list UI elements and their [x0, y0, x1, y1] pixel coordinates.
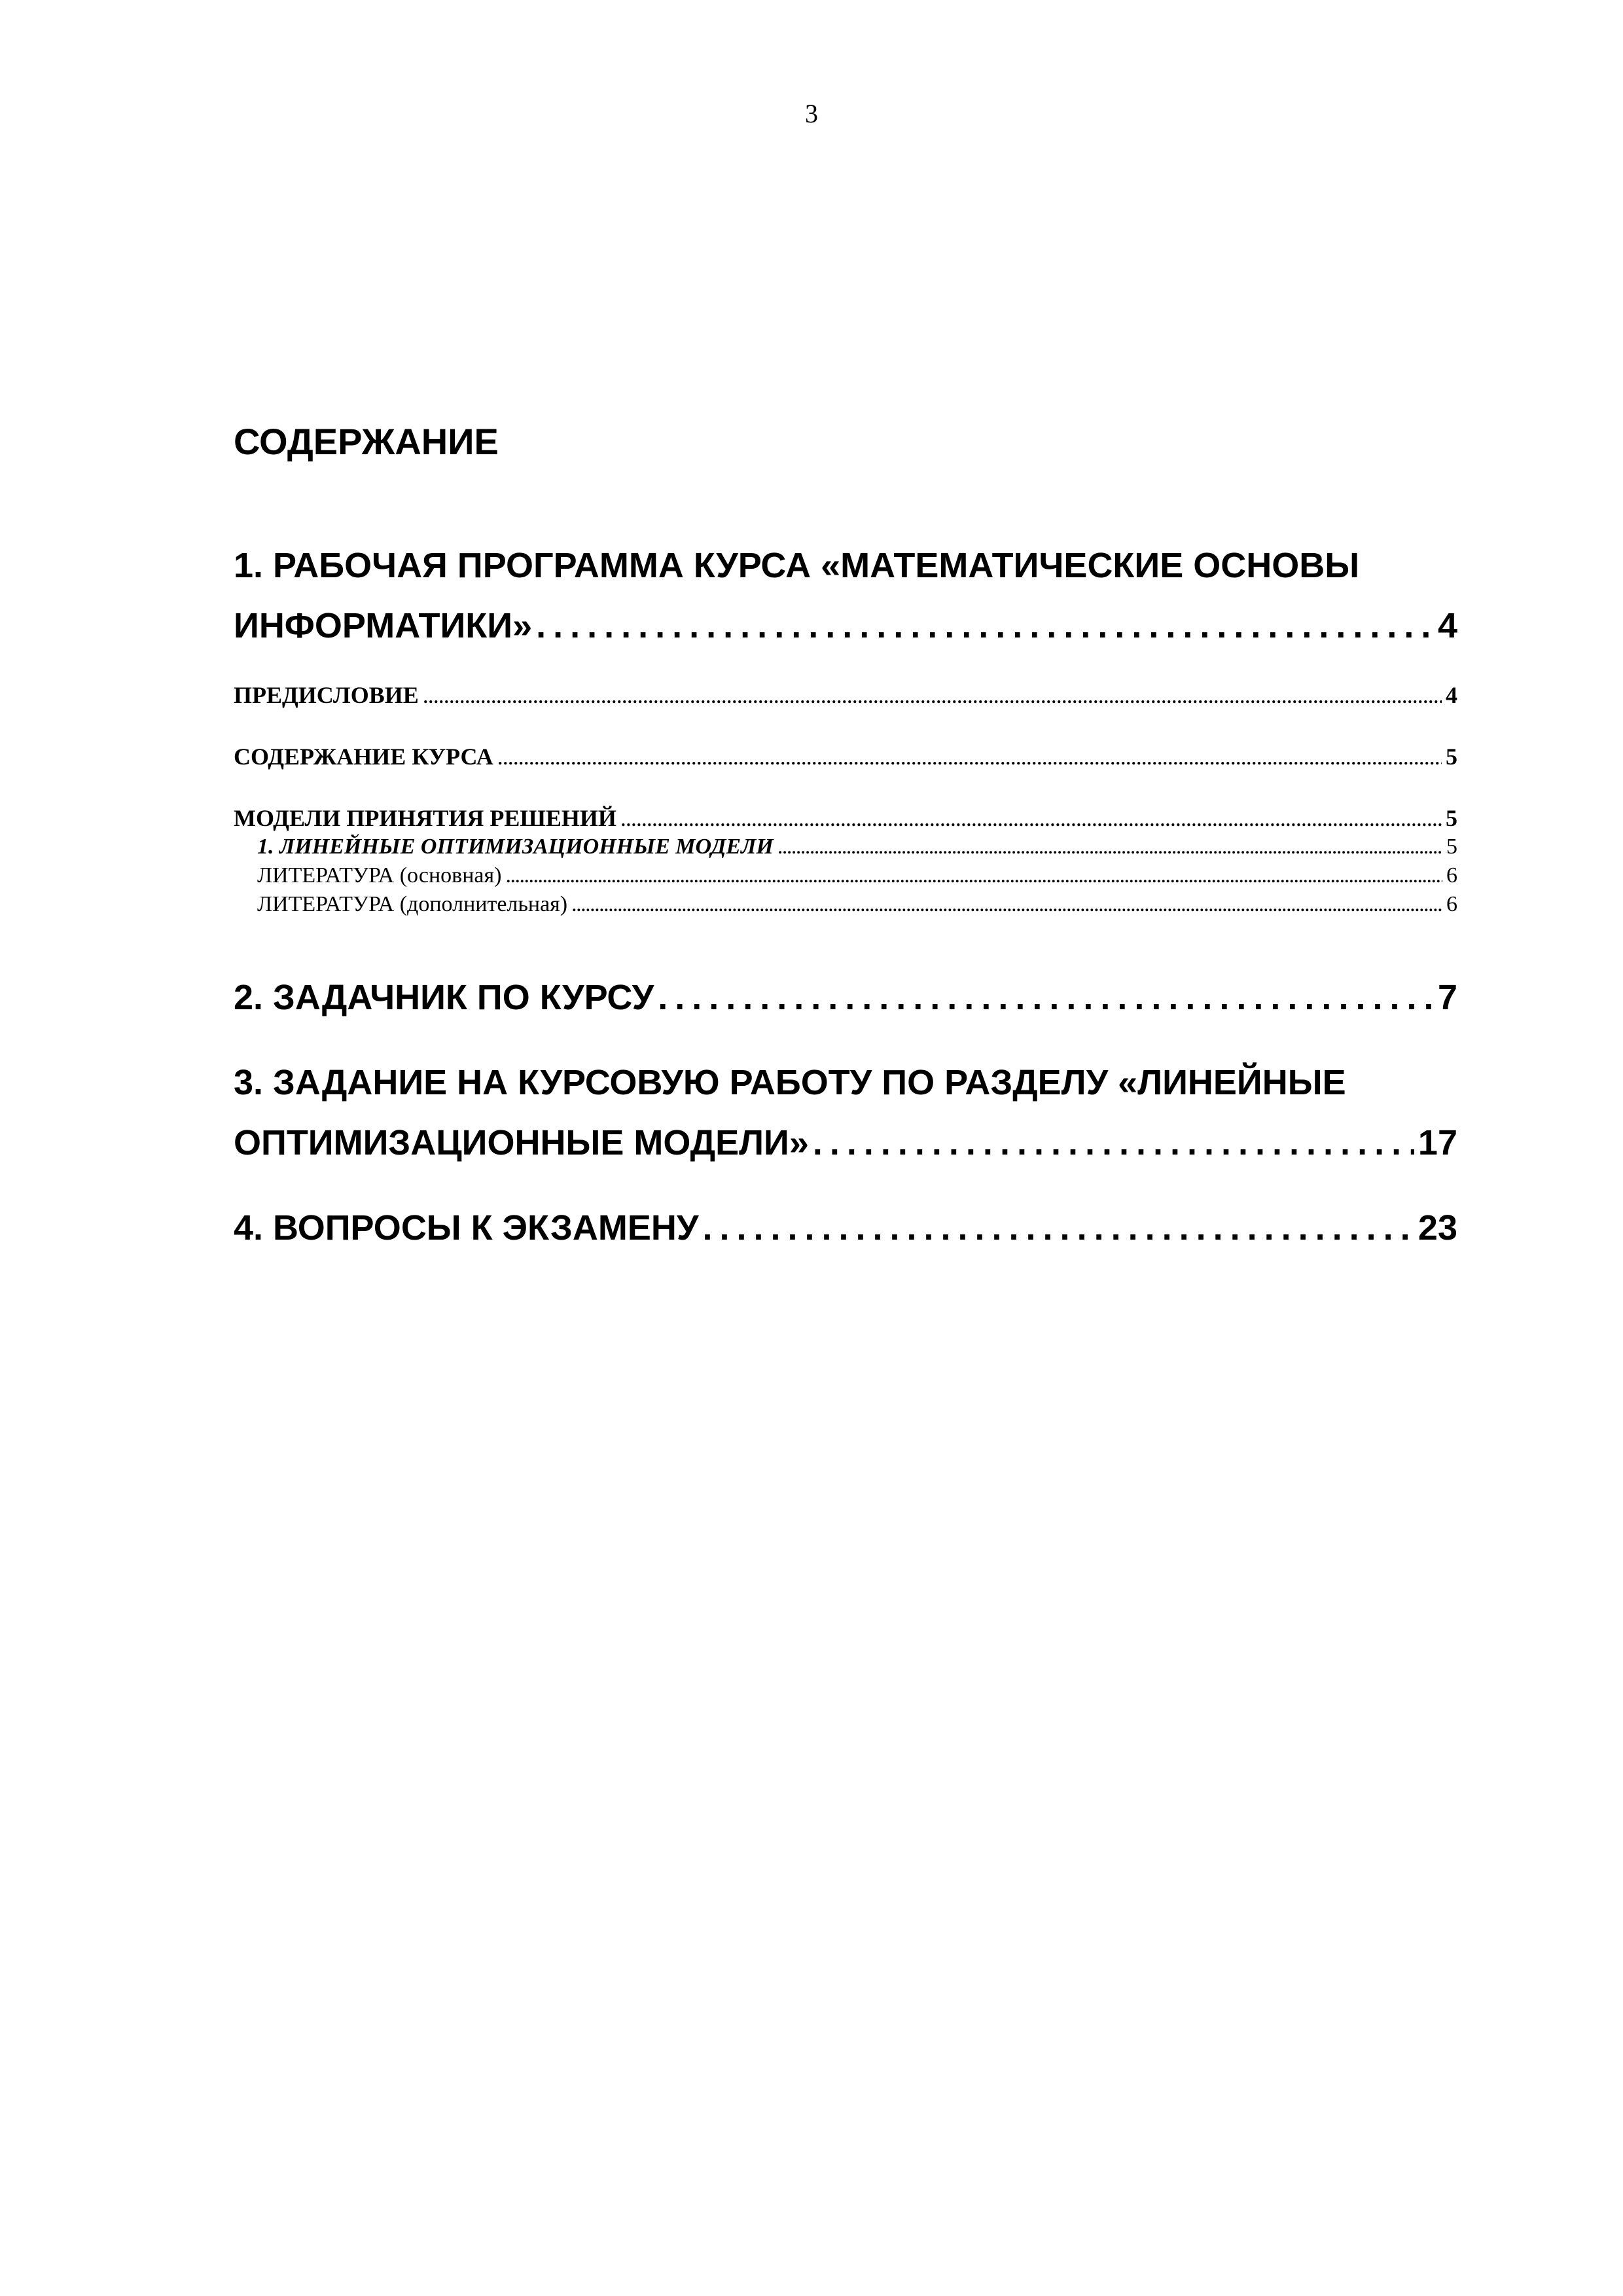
toc-entry-line: 1. РАБОЧАЯ ПРОГРАММА КУРСА «МАТЕМАТИЧЕСКИЕ ОСНОВЫ: [234, 546, 1360, 585]
toc-entry-work-program[interactable]: [234, 535, 1457, 656]
toc-entry-problem-book[interactable]: [234, 967, 1457, 1028]
dot-leader: [423, 681, 1442, 709]
toc-page-number: 5: [1446, 744, 1457, 770]
toc-entry-literature-main[interactable]: [234, 861, 1457, 890]
toc-page-number: 6: [1446, 892, 1457, 916]
dot-leader: [620, 804, 1442, 833]
toc-page-number: 5: [1446, 805, 1457, 831]
dot-leader: [506, 861, 1443, 890]
dot-leader: [497, 742, 1442, 771]
toc-entry-label: 2. ЗАДАЧНИК ПО КУРСУ: [234, 978, 654, 1017]
toc-entry-linear-models[interactable]: [234, 833, 1457, 861]
toc-entry-decision-models[interactable]: [234, 804, 1457, 833]
spacer: [234, 919, 1457, 967]
toc-title: СОДЕРЖАНИЕ: [234, 421, 499, 462]
dot-leader: [813, 1113, 1414, 1173]
toc-entry-literature-extra[interactable]: [234, 890, 1457, 919]
toc-page-number: 4: [1446, 682, 1457, 708]
toc-entry-label: ИНФОРМАТИКИ»: [234, 606, 533, 645]
dot-leader: [658, 967, 1434, 1028]
toc-entry-coursework[interactable]: [234, 1052, 1457, 1173]
toc-page-number: 17: [1418, 1123, 1457, 1162]
toc-entry-label: ПРЕДИСЛОВИЕ: [234, 682, 419, 708]
toc-entry-label: ЛИТЕРАТУРА (основная): [257, 863, 502, 888]
toc-entry-exam-questions[interactable]: [234, 1198, 1457, 1258]
toc-entry-label: 1. ЛИНЕЙНЫЕ ОПТИМИЗАЦИОННЫЕ МОДЕЛИ: [257, 834, 774, 859]
toc-page-number: 7: [1437, 978, 1457, 1017]
toc-entry-label: МОДЕЛИ ПРИНЯТИЯ РЕШЕНИЙ: [234, 805, 616, 831]
toc-entry-label: ЛИТЕРАТУРА (дополнительная): [257, 892, 568, 916]
dot-leader: [536, 596, 1434, 656]
toc-entry-label: СОДЕРЖАНИЕ КУРСА: [234, 744, 493, 770]
dot-leader: [571, 890, 1442, 919]
toc-page-number: 23: [1418, 1208, 1457, 1247]
dot-leader: [702, 1198, 1414, 1258]
dot-leader: [777, 833, 1442, 861]
toc-entry-line: 3. ЗАДАНИЕ НА КУРСОВУЮ РАБОТУ ПО РАЗДЕЛУ «ЛИНЕЙНЫЕ: [234, 1063, 1346, 1102]
toc-entry-course-content[interactable]: [234, 742, 1457, 771]
toc-entry-label: 4. ВОПРОСЫ К ЭКЗАМЕНУ: [234, 1208, 699, 1247]
page-number: 3: [805, 99, 818, 128]
toc-page-number: 4: [1437, 606, 1457, 645]
table-of-contents: [234, 419, 1457, 1283]
toc-entry-preface[interactable]: [234, 681, 1457, 709]
toc-page-number: 5: [1446, 834, 1457, 859]
toc-entry-label: ОПТИМИЗАЦИОННЫЕ МОДЕЛИ»: [234, 1123, 809, 1162]
toc-page-number: 6: [1446, 863, 1457, 888]
